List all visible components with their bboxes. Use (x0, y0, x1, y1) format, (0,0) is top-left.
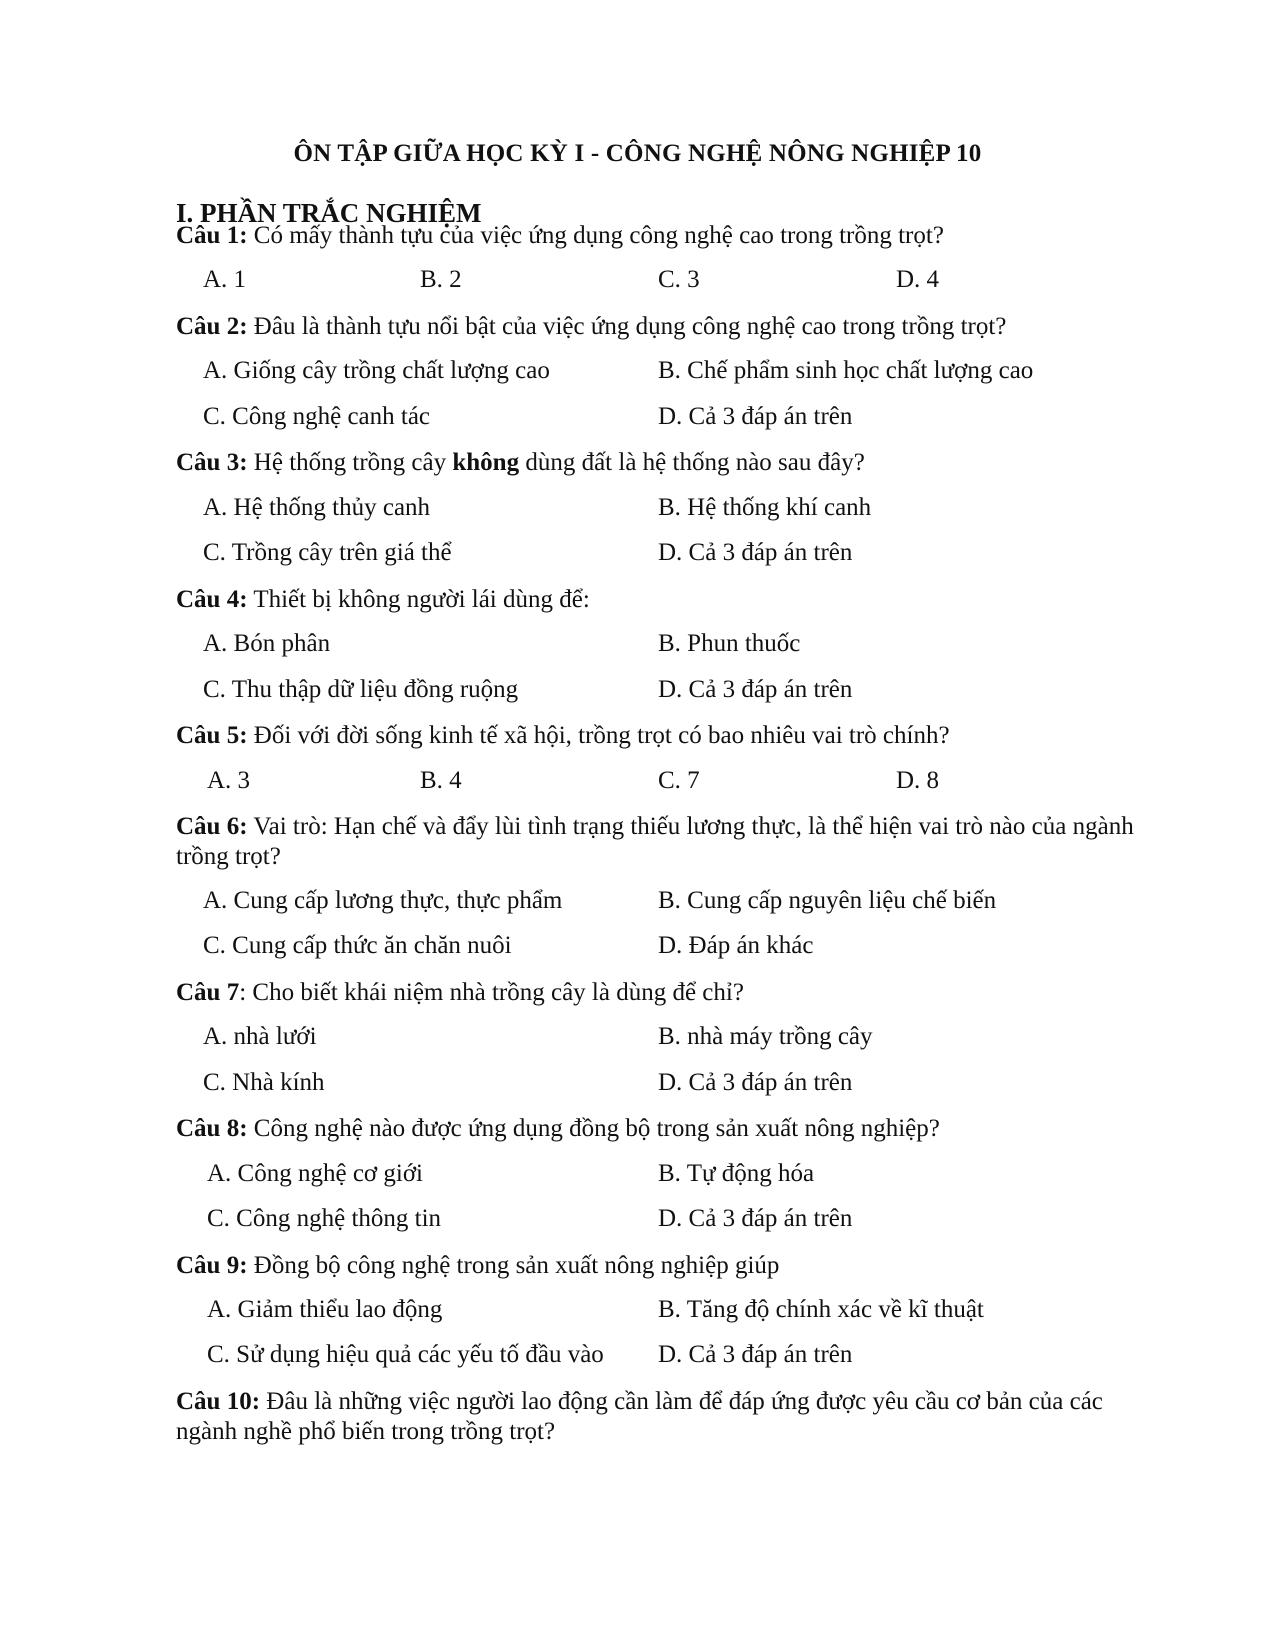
option-b: B. Cung cấp nguyên liệu chế biến (658, 887, 997, 914)
option-c: C. Nhà kính (203, 1069, 325, 1096)
option-c: C. Công nghệ thông tin (207, 1205, 442, 1232)
question-label: Câu 4: (176, 586, 248, 613)
option-d: D. Đáp án khác (658, 932, 814, 959)
option-b: B. Hệ thống khí canh (658, 494, 872, 521)
question-label: Câu 1: (176, 222, 248, 249)
question-label: Câu 3: (176, 449, 248, 476)
option-a: A. Bón phân (203, 630, 331, 657)
option-c: C. Thu thập dữ liệu đồng ruộng (203, 676, 519, 703)
option-c: C. 7 (658, 767, 700, 794)
option-a: A. Hệ thống thủy canh (203, 494, 431, 521)
question-4 (176, 585, 1151, 615)
option-d: D. 4 (896, 266, 940, 293)
option-b: B. 2 (420, 266, 462, 293)
option-c: C. Sử dụng hiệu quả các yếu tố đầu vào (207, 1341, 604, 1368)
option-c: C. 3 (658, 266, 700, 293)
question-3 (176, 448, 1151, 478)
option-a: A. Giảm thiểu lao động (207, 1296, 443, 1323)
option-c: C. Cung cấp thức ăn chăn nuôi (203, 932, 512, 959)
question-label: Câu 7 (176, 979, 240, 1006)
option-d: D. Cả 3 đáp án trên (658, 403, 853, 430)
question-label: Câu 5: (176, 722, 248, 749)
option-b: B. Phun thuốc (658, 630, 801, 657)
option-b: B. Tự động hóa (658, 1160, 815, 1187)
question-6 (176, 812, 1151, 872)
option-d: D. Cả 3 đáp án trên (658, 539, 853, 566)
question-label: Câu 8: (176, 1115, 248, 1142)
question-label: Câu 10: (176, 1388, 261, 1415)
option-b: B. Tăng độ chính xác về kĩ thuật (658, 1296, 984, 1323)
question-emphasis: không (452, 449, 520, 476)
option-b: B. 4 (420, 767, 462, 794)
question-5 (176, 721, 1151, 751)
question-text: Đối với đời sống kinh tế xã hội, trồng trọt có bao nhiêu vai trò chính? (247, 722, 950, 749)
question-label: Câu 9: (176, 1252, 248, 1279)
question-10 (176, 1387, 1151, 1447)
option-c: C. Công nghệ canh tác (203, 403, 431, 430)
question-text: Vai trò: Hạn chế và đẩy lùi tình trạng thiếu lương thực, là thể hiện vai trò nào của ngành trồng trọt? (176, 813, 1134, 870)
section-heading: I. PHẦN TRẮC NGHIỆM (176, 198, 482, 228)
option-d: D. Cả 3 đáp án trên (658, 1341, 853, 1368)
option-d: D. Cả 3 đáp án trên (658, 676, 853, 703)
question-label: Câu 6: (176, 813, 248, 840)
option-a: A. 3 (207, 767, 251, 794)
option-b: B. Chế phẩm sinh học chất lượng cao (658, 357, 1034, 384)
question-1 (176, 221, 1151, 251)
question-text: Đâu là những việc người lao động cần làm để đáp ứng được yêu cầu cơ bản của các ngành nghề phổ biến trong trồng trọt? (176, 1388, 1103, 1445)
question-text-end: dùng đất là hệ thống nào sau đây? (519, 449, 865, 476)
option-c: C. Trồng cây trên giá thể (203, 539, 452, 566)
option-a: A. nhà lưới (203, 1023, 317, 1050)
question-text: Hệ thống trồng cây (247, 449, 453, 476)
question-text: Công nghệ nào được ứng dụng đồng bộ trong sản xuất nông nghiệp? (247, 1115, 940, 1142)
question-text: Đồng bộ công nghệ trong sản xuất nông nghiệp giúp (247, 1252, 780, 1279)
option-a: A. Cung cấp lương thực, thực phẩm (203, 887, 563, 914)
option-a: A. 1 (203, 266, 247, 293)
question-8 (176, 1114, 1151, 1144)
option-a: A. Công nghệ cơ giới (207, 1160, 424, 1187)
question-label: Câu 2: (176, 313, 248, 340)
option-d: D. Cả 3 đáp án trên (658, 1069, 853, 1096)
question-text: : Cho biết khái niệm nhà trồng cây là dùng để chỉ? (239, 979, 744, 1006)
question-2 (176, 312, 1151, 342)
question-text: Thiết bị không người lái dùng để: (247, 586, 590, 613)
option-a: A. Giống cây trồng chất lượng cao (203, 357, 550, 384)
question-7 (176, 978, 1151, 1008)
option-d: D. Cả 3 đáp án trên (658, 1205, 853, 1232)
question-9 (176, 1251, 1151, 1281)
option-d: D. 8 (896, 767, 940, 794)
option-b: B. nhà máy trồng cây (658, 1023, 873, 1050)
question-text: Đâu là thành tựu nổi bật của việc ứng dụng công nghệ cao trong trồng trọt? (247, 313, 1007, 340)
document-title: ÔN TẬP GIỮA HỌC KỲ I - CÔNG NGHỆ NÔNG NGHIỆP 10 (293, 140, 982, 167)
question-text: Có mấy thành tựu của việc ứng dụng công nghệ cao trong trồng trọt? (247, 222, 944, 249)
